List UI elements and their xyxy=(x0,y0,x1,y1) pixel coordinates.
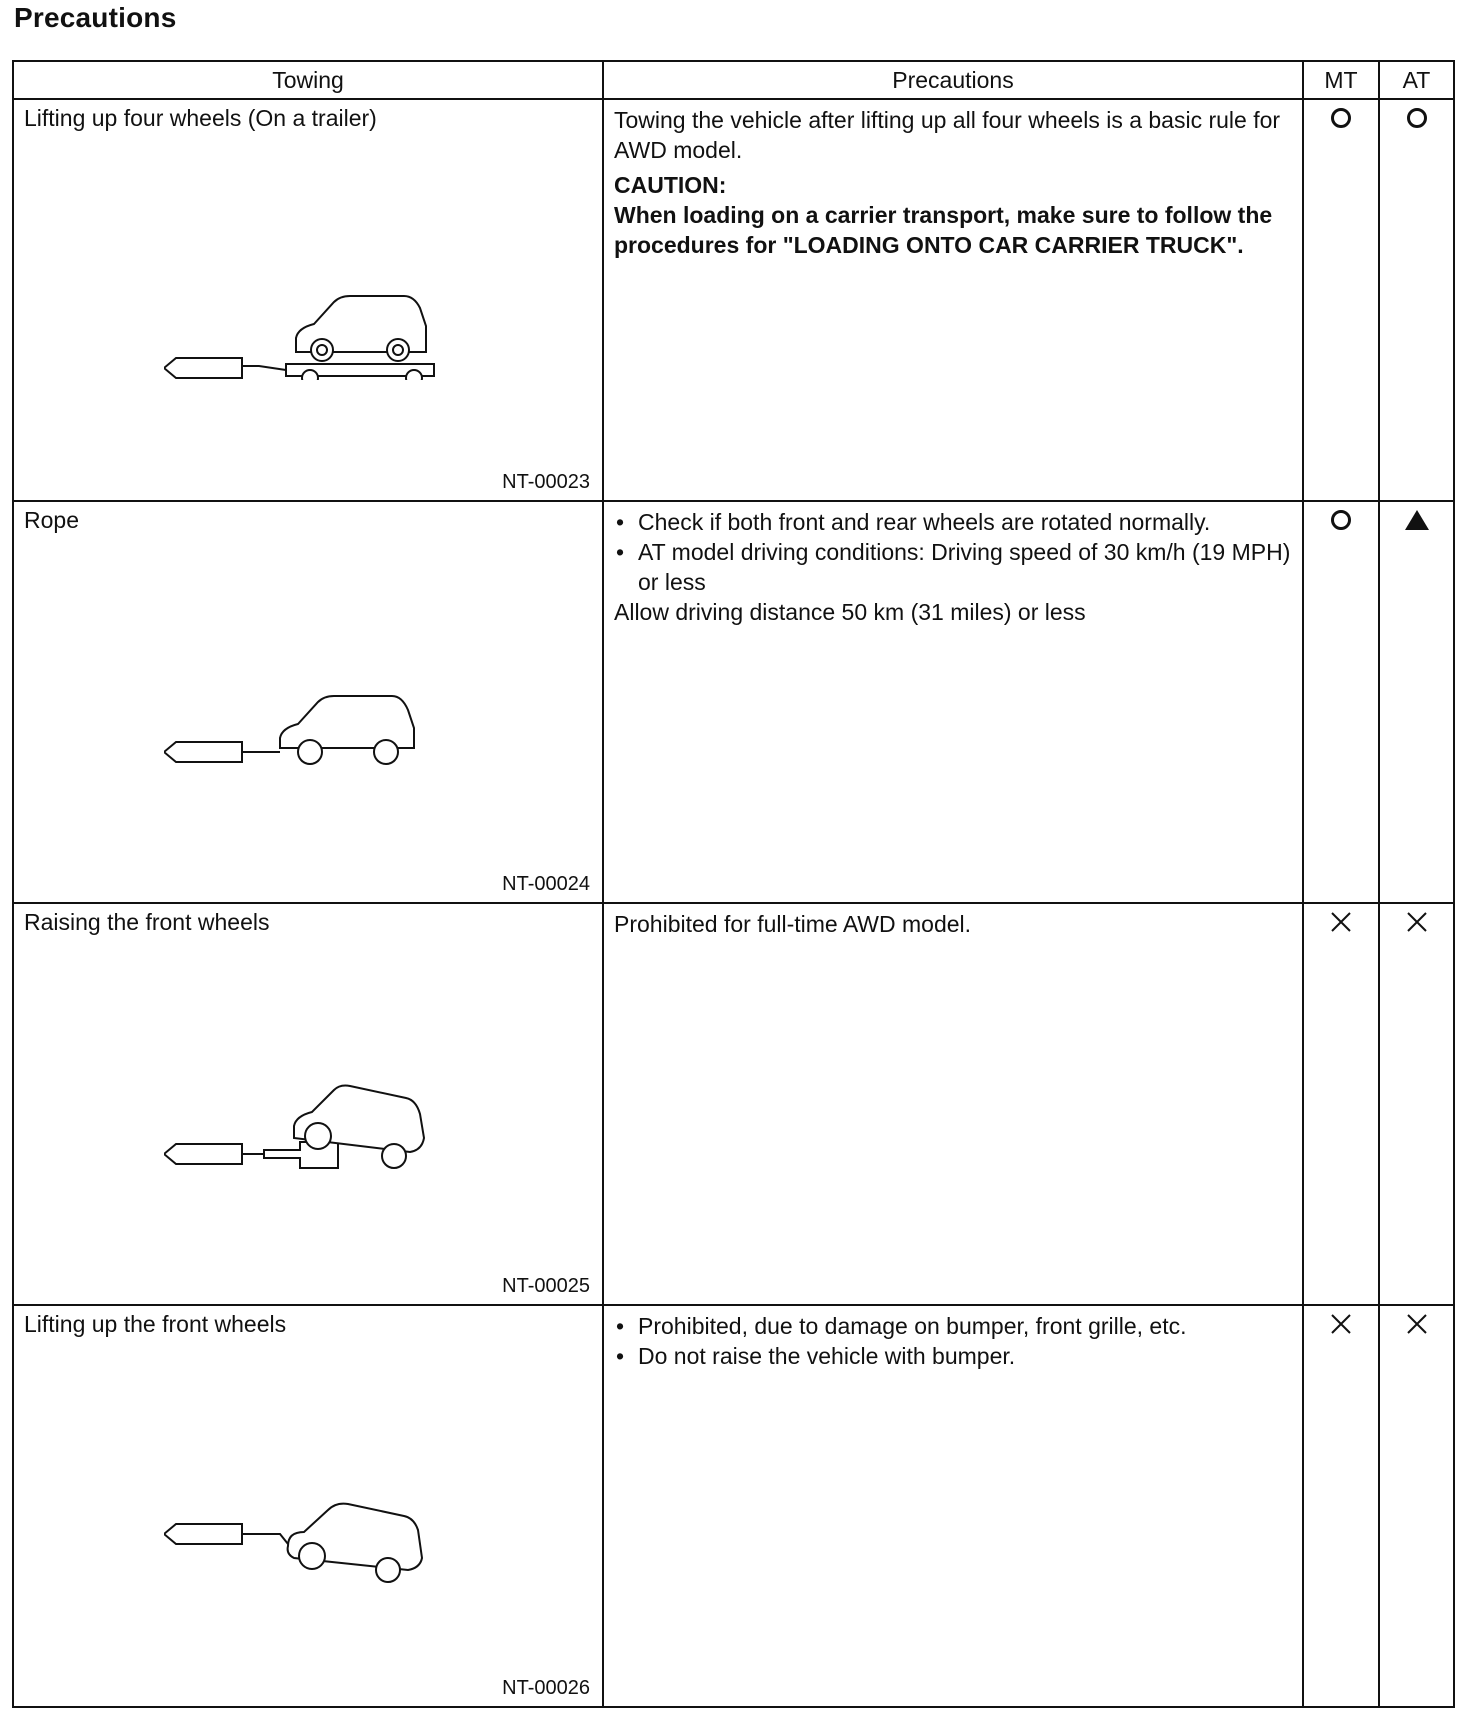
cross-icon xyxy=(1329,910,1353,934)
cross-icon xyxy=(1405,1312,1429,1336)
figure-id: NT-00026 xyxy=(502,1677,590,1699)
cross-icon xyxy=(1329,1312,1353,1336)
car-on-trailer-illustration xyxy=(164,260,454,380)
figure-id: NT-00025 xyxy=(502,1275,590,1297)
circle-icon xyxy=(1329,508,1353,532)
page-title: Precautions xyxy=(14,2,177,33)
header-towing: Towing xyxy=(13,61,603,99)
header-precautions: Precautions xyxy=(603,61,1303,99)
figure-id: NT-00024 xyxy=(502,873,590,895)
list-item: • AT model driving conditions: Driving speed of 30 km/h (19 MPH) or less xyxy=(614,537,1292,597)
figure-id: NT-00023 xyxy=(502,471,590,493)
towing-label: Rope xyxy=(24,507,79,533)
caution-title: CAUTION: xyxy=(614,172,727,198)
caution-text: When loading on a carrier transport, make sure to follow the procedures for "LOADING ONTO CAR CARRIER TRUCK". xyxy=(614,202,1273,258)
list-item: • Do not raise the vehicle with bumper. xyxy=(614,1341,1292,1371)
header-at: AT xyxy=(1379,61,1454,99)
mt-cell xyxy=(1303,1305,1379,1707)
precaution-list xyxy=(614,1311,1292,1371)
towing-label: Lifting up four wheels (On a trailer) xyxy=(24,105,377,131)
precaution-text: Prohibited for full-time AWD model. xyxy=(614,911,972,937)
mt-cell xyxy=(1303,501,1379,903)
precaution-text: Towing the vehicle after lifting up all four wheels is a basic rule for AWD model. xyxy=(614,107,1281,163)
car-front-raised-dolly-illustration xyxy=(164,1064,454,1184)
towing-cell xyxy=(13,1305,603,1707)
precaution-list xyxy=(614,507,1292,597)
mt-cell xyxy=(1303,99,1379,501)
list-item: • Prohibited, due to damage on bumper, front grille, etc. xyxy=(614,1311,1292,1341)
precautions-cell xyxy=(603,1305,1303,1707)
table-row xyxy=(13,99,1454,501)
at-cell xyxy=(1379,903,1454,1305)
table-row xyxy=(13,903,1454,1305)
cross-icon xyxy=(1405,910,1429,934)
table-row xyxy=(13,501,1454,903)
table-header-row xyxy=(13,61,1454,99)
towing-label: Raising the front wheels xyxy=(24,909,270,935)
precaution-text: Allow driving distance 50 km (31 miles) or less xyxy=(614,599,1086,625)
at-cell xyxy=(1379,99,1454,501)
mt-cell xyxy=(1303,903,1379,1305)
car-rope-tow-illustration xyxy=(164,662,454,782)
precautions-cell xyxy=(603,903,1303,1305)
towing-cell xyxy=(13,99,603,501)
at-cell xyxy=(1379,501,1454,903)
header-mt: MT xyxy=(1303,61,1379,99)
car-front-lifted-illustration xyxy=(164,1466,454,1586)
table-row xyxy=(13,1305,1454,1707)
precautions-cell xyxy=(603,501,1303,903)
towing-label: Lifting up the front wheels xyxy=(24,1311,287,1337)
triangle-icon xyxy=(1403,508,1431,532)
at-cell xyxy=(1379,1305,1454,1707)
circle-icon xyxy=(1329,106,1353,130)
towing-cell xyxy=(13,501,603,903)
precautions-table xyxy=(12,60,1455,1708)
circle-icon xyxy=(1405,106,1429,130)
towing-cell xyxy=(13,903,603,1305)
list-item: • Check if both front and rear wheels are rotated normally. xyxy=(614,507,1292,537)
precautions-cell xyxy=(603,99,1303,501)
